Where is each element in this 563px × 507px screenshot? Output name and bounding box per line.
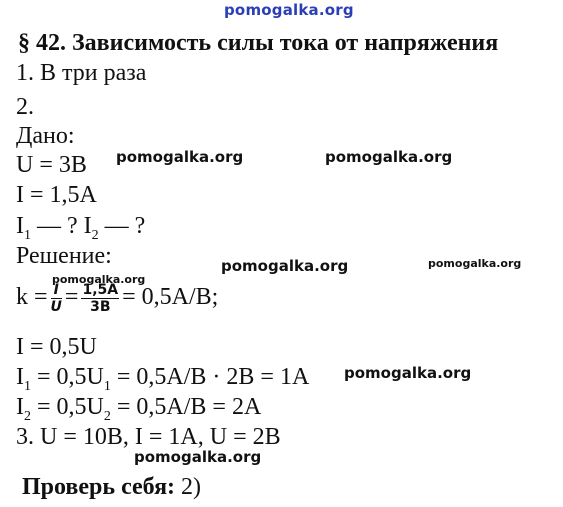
answer-1: 1. В три раза: [16, 60, 147, 86]
frac1-den: U: [50, 299, 62, 315]
k-end: = 0,5A/В;: [122, 284, 219, 311]
frac2-num: 1,5A: [82, 282, 119, 298]
i2-sub1: 2: [24, 409, 31, 424]
i1-c: = 0,5A/В · 2В = 1A: [110, 364, 310, 390]
i1-b: = 0,5U: [31, 364, 104, 390]
watermark: pomogalka.org: [344, 364, 472, 382]
solution-label: Решение:: [16, 243, 112, 269]
given-current: I = 1,5A: [16, 182, 97, 208]
i1-a: I: [16, 364, 24, 390]
unknown-sub1: 1: [24, 228, 31, 243]
i2-a: I: [16, 394, 24, 420]
i2-sub2: 2: [103, 409, 111, 424]
watermark-top: pomogalka.org: [224, 1, 354, 19]
item-2: 2.: [16, 94, 34, 120]
watermark: pomogalka.org: [428, 257, 522, 270]
watermark: pomogalka.org: [221, 257, 349, 275]
fraction-values: [81, 282, 119, 315]
frac2-den: 3В: [90, 299, 111, 315]
unknown-end: — ?: [98, 213, 146, 239]
self-check-label: Проверь себя:: [22, 474, 176, 500]
unknown-sub2: 2: [91, 228, 99, 243]
i2-formula: [16, 394, 261, 425]
k-eq: =: [64, 284, 79, 311]
watermark: pomogalka.org: [134, 448, 262, 466]
i-equals-05u: I = 0,5U: [16, 334, 97, 360]
item-3: 3. U = 10В, I = 1A, U = 2В: [16, 424, 281, 450]
unknown-i-letter: I: [16, 213, 24, 239]
watermark: pomogalka.org: [325, 148, 453, 166]
given-voltage: U = 3В: [16, 152, 87, 178]
self-check: [22, 474, 201, 501]
i1-formula: [16, 364, 309, 395]
self-check-value: 2): [181, 474, 202, 500]
section-heading: § 42. Зависимость силы тока от напряжения: [18, 30, 499, 56]
given-label: Дано:: [16, 123, 75, 149]
watermark: pomogalka.org: [52, 273, 146, 286]
i1-sub1: 1: [24, 379, 31, 394]
i2-c: = 0,5A/В = 2A: [110, 394, 262, 420]
fraction-i-over-u: [51, 282, 62, 315]
k-formula: [16, 282, 218, 315]
i2-b: = 0,5U: [31, 394, 104, 420]
watermark: pomogalka.org: [116, 148, 244, 166]
unknown-mid: — ? I: [31, 213, 92, 239]
k-start: k =: [16, 284, 48, 311]
frac1-num: I: [51, 282, 62, 299]
i1-sub2: 1: [103, 379, 111, 394]
unknowns: [16, 213, 145, 244]
